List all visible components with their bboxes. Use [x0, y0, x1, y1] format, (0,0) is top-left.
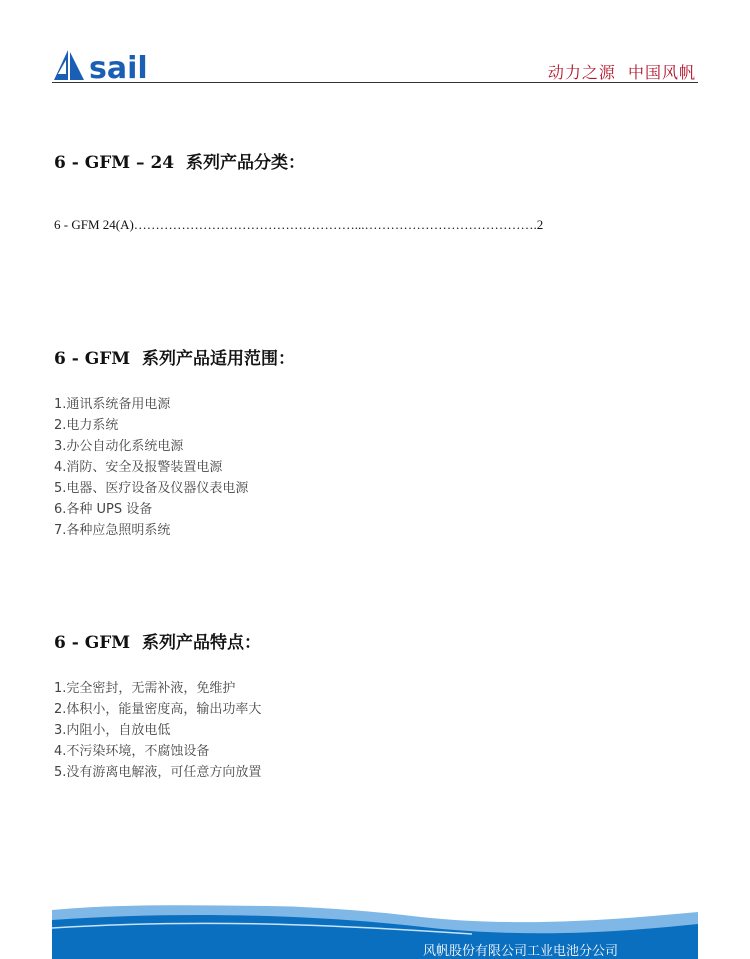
list-item: 5.电器、医疗设备及仪器仪表电源 [54, 481, 249, 496]
applications-list [54, 394, 248, 541]
header-divider [52, 82, 698, 83]
toc-entry[interactable]: 6 - GFM 24(A)……………………………………………...………………………………….2 [54, 217, 544, 232]
list-item: 4.不污染环境，不腐蚀设备 [54, 744, 210, 759]
list-item: 2.电力系统 [54, 418, 119, 433]
list-item: 1.通讯系统备用电源 [54, 397, 171, 412]
list-item: 5.没有游离电解液，可任意方向放置 [54, 765, 262, 780]
sail-logo-icon [52, 48, 172, 82]
features-list [54, 678, 261, 783]
section-title-classification: 6 - GFM – 24 系列产品分类： [54, 153, 305, 173]
list-item: 6.各种 UPS 设备 [54, 502, 153, 517]
section-title-applications: 6 - GFM 系列产品适用范围： [54, 349, 295, 369]
page-footer [52, 898, 698, 959]
list-item: 1.完全密封，无需补液，免维护 [54, 681, 236, 696]
list-item: 7.各种应急照明系统 [54, 523, 171, 538]
page-header [0, 0, 750, 90]
list-item: 2.体积小，能量密度高，输出功率大 [54, 702, 262, 717]
list-item: 3.内阻小，自放电低 [54, 723, 171, 738]
section-title-features: 6 - GFM 系列产品特点： [54, 633, 261, 653]
sail-logo [52, 48, 172, 82]
list-item: 3.办公自动化系统电源 [54, 439, 184, 454]
list-item: 4.消防、安全及报警装置电源 [54, 460, 223, 475]
footer-company-name: 风帆股份有限公司工业电池分公司 [422, 944, 618, 959]
logo-wordmark: sail [89, 51, 148, 82]
header-slogan: 动力之源 中国风帆 [547, 63, 696, 82]
